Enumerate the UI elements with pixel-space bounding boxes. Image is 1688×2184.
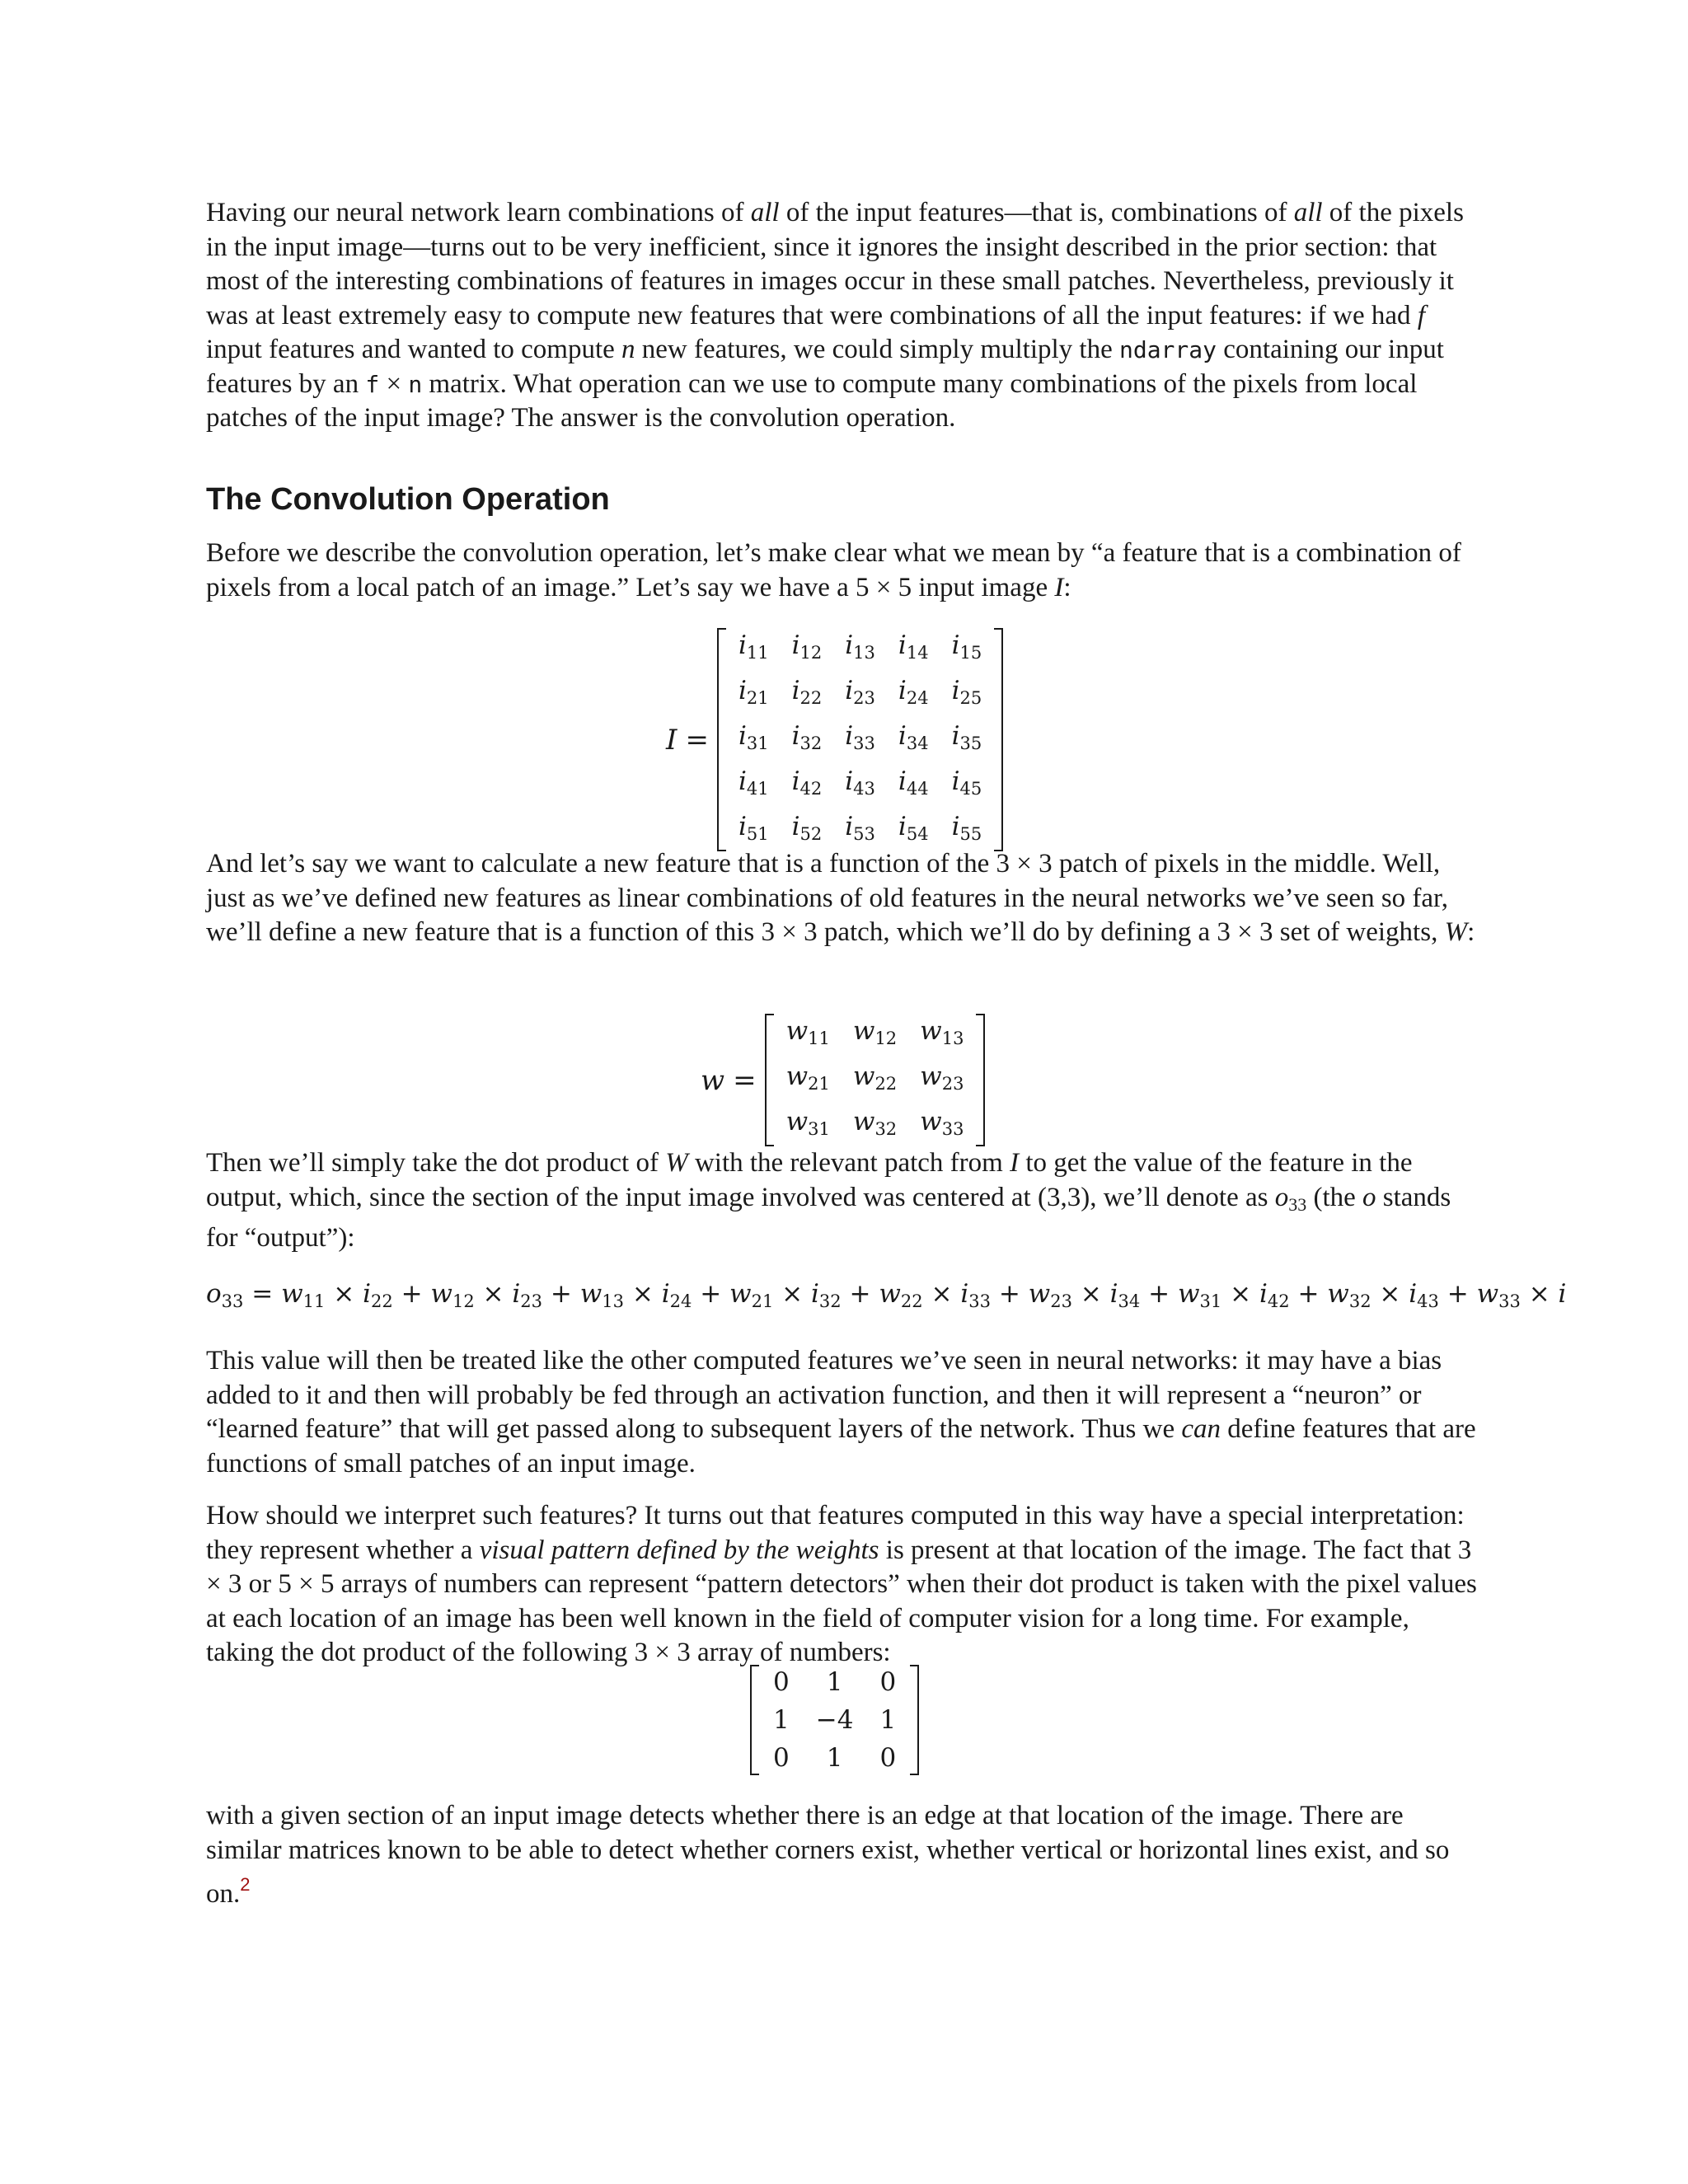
matrix-row: [727, 762, 993, 808]
matrix-row: [727, 717, 993, 762]
matrix-cell: $i_{41}$: [738, 766, 769, 799]
matrix-row: [727, 808, 993, 853]
matrix-i: I = $i_{11}$ $i_{12}$ $i_{13}$ $i_{14}$ $i_{15}$ $i_{21}$ $i_{22}$ $i_{23}$ $i_{24}$ $i_{25}$ $i_{31}$ $i_{32}$ $i_{33}$ $i_{34}$ $i_{35}$ $i_{41}$ $i_{42}$ $i_{43}$ $i_{44}$ $i_{45}$ $i_{51}$ $i_{52}$ $i_{53}$ $i_{54}$ $i_{55}$: [666, 626, 1003, 853]
matrix-cell: $i_{42}$: [791, 766, 823, 799]
matrix-cell: $i_{15}$: [951, 630, 982, 663]
matrix-cell: $i_{12}$: [791, 630, 823, 663]
matrix-cell: 1: [826, 1667, 843, 1697]
matrix-edge-kernel-table: [760, 1663, 909, 1777]
matrix-cell: −4: [815, 1705, 854, 1735]
matrix-cell: $w_{11}$: [785, 1016, 830, 1048]
paragraph-bias: This value will then be treated like the other computed features we’ve seen in neural networks: it may have a bias added to it and then will probably be fed through an activation function, and then it will represent a “neuron” or “learned feature” that will get passed along to subsequent layers of the network. Thus we can define features that are functions of small patches of an input image.: [206, 1346, 1476, 1479]
matrix-cell: $i_{23}$: [845, 676, 875, 708]
matrix-cell: $i_{25}$: [951, 676, 982, 708]
matrix-cell: $i_{13}$: [845, 630, 875, 663]
matrix-cell: $i_{44}$: [898, 766, 929, 799]
matrix-cell: $w_{21}$: [785, 1062, 830, 1094]
matrix-cell: $w_{32}$: [852, 1107, 898, 1139]
matrix-row: [775, 1103, 976, 1148]
matrix-cell: $w_{22}$: [852, 1062, 898, 1094]
equation-term: + $w_{22} \times i_{33}$: [841, 1279, 991, 1311]
matrix-cell: $w_{33}$: [920, 1107, 964, 1139]
matrix-cell: 0: [773, 1667, 790, 1697]
matrix-cell: 1: [773, 1705, 790, 1735]
paragraph-before-matrix-w: And let’s say we want to calculate a new feature that is a function of the 3 × 3 patch of pixels in the middle. Well, just as we’ve defined new features as linear combinations of old features in the neural networks we’ve seen so far, we’ll define a new feature that is a function of this 3 × 3 patch, which we’ll do by defining a 3 × 3 set of weights, W:: [206, 849, 1475, 947]
matrix-cell: $w_{12}$: [852, 1016, 898, 1048]
matrix-cell: $i_{33}$: [845, 721, 875, 753]
matrix-cell: $w_{23}$: [920, 1062, 964, 1094]
matrix-cell: $i_{32}$: [791, 721, 823, 753]
matrix-cell: 0: [879, 1667, 897, 1697]
matrix-row: [760, 1701, 909, 1739]
matrix-w: w = $w_{11}$ $w_{12}$ $w_{13}$ $w_{21}$ $w_{22}$ $w_{23}$ $w_{31}$ $w_{32}$ $w_{33}$: [701, 1012, 985, 1148]
matrix-cell: $i_{45}$: [951, 766, 982, 799]
matrix-row: [727, 626, 993, 672]
paragraph-dot-product: Then we’ll simply take the dot product of W with the relevant patch from I to get the value of the feature in the output, which, since the section of the input image involved was centered at (3,3), we’ll denote as o33 (the o stands for “output”):: [206, 1148, 1451, 1253]
equation-term: + $w_{12} \times i_{23}$: [392, 1279, 543, 1311]
matrix-cell: $i_{14}$: [898, 630, 929, 663]
matrix-row: [727, 672, 993, 717]
paragraph-intro: Having our neural network learn combinations of all of the input features—that is, combinations of all of the pixels in the input image—turns out to be very inefficient, since it ignores the insight described in the prior section: that most of the interesting combinations of features in images occur in these small patches. Nevertheless, previously it was at least extremely easy to compute new features that were combinations of all the input features: if we had f input features and wanted to compute n new features, we could simply multiply the ndarray containing our input features by an f × n matrix. What operation can we use to compute many combinations of the pixels from local patches of the input image? The answer is the convolution operation.: [206, 198, 1464, 433]
code-ndarray: ndarray: [1118, 336, 1217, 363]
equation-term: + $w_{21} \times i_{32}$: [692, 1279, 842, 1311]
section-heading: The Convolution Operation: [206, 482, 610, 517]
matrix-cell: 1: [879, 1705, 897, 1735]
footnote-link[interactable]: 2: [240, 1874, 251, 1895]
matrix-cell: 0: [773, 1743, 790, 1773]
matrix-edge-kernel: [750, 1663, 919, 1777]
matrix-cell: 0: [879, 1743, 897, 1773]
matrix-w-table: [775, 1012, 976, 1148]
matrix-cell: $w_{13}$: [920, 1016, 964, 1048]
matrix-cell: $w_{31}$: [785, 1107, 830, 1139]
matrix-cell: $i_{34}$: [898, 721, 929, 753]
matrix-row: [760, 1663, 909, 1701]
matrix-cell: $i_{43}$: [845, 766, 875, 799]
equation-term: + $w_{23} \times i_{34}$: [990, 1279, 1141, 1311]
paragraph-edge: with a given section of an input image detects whether there is an edge at that location of the image. There are similar matrices known to be able to detect whether corners exist, whether vertical or horizontal lines exist, and so on.$^2$: [206, 1801, 1450, 1909]
equation-term: + $w_{32} \times i_{43}$: [1289, 1279, 1439, 1311]
matrix-cell: $i_{31}$: [738, 721, 769, 753]
equation-term: + $w_{31} \times i_{42}$: [1140, 1279, 1290, 1311]
matrix-cell: $i_{51}$: [738, 812, 769, 844]
matrix-cell: $i_{35}$: [951, 721, 982, 753]
matrix-cell: $i_{52}$: [791, 812, 823, 844]
matrix-cell: $i_{21}$: [738, 676, 769, 708]
matrix-row: [775, 1012, 976, 1057]
matrix-cell: $i_{55}$: [951, 812, 982, 844]
matrix-cell: $i_{11}$: [738, 630, 769, 663]
equation-o33: $o_{33} = w_{11} \times i_{22} + w_{12} \times i_{23} + w_{13} \times i_{24} + w_{21} \times i_{32} + w_{22} \times i_{33} + w_{23} \times i_{34} + w_{31} \times i_{42} + w_{32} \times i_{43} + w_{33} \times i$: [206, 1279, 1567, 1311]
matrix-cell: 1: [826, 1743, 843, 1773]
paragraph-before-matrix-i: Before we describe the convolution operation, let’s make clear what we mean by “a feature that is a combination of pixels from a local patch of an image.” Let’s say we have a 5 × 5 input image I:: [206, 538, 1461, 602]
matrix-i-table: [727, 626, 993, 853]
matrix-cell: $i_{22}$: [791, 676, 823, 708]
matrix-cell: $i_{24}$: [898, 676, 929, 708]
paragraph-interpretation: How should we interpret such features? It turns out that features computed in this way have a special interpretation: they represent whether a visual pattern defined by the weights is present at that location of the image. The fact that 3 × 3 or 5 × 5 arrays of numbers can represent “pattern detectors” when their dot product is taken with the pixel values at each location of an image has been well known in the field of computer vision for a long time. For example, taking the dot product of the following 3 × 3 array of numbers:: [206, 1501, 1477, 1667]
matrix-cell: $i_{54}$: [898, 812, 929, 844]
matrix-row: [775, 1057, 976, 1103]
matrix-cell: $i_{53}$: [845, 812, 875, 844]
equation-term: $w_{11} \times i_{22}$: [281, 1279, 393, 1311]
equation-terms: [281, 1279, 1439, 1309]
matrix-row: [760, 1739, 909, 1777]
equation-term: + $w_{13} \times i_{24}$: [542, 1279, 692, 1311]
